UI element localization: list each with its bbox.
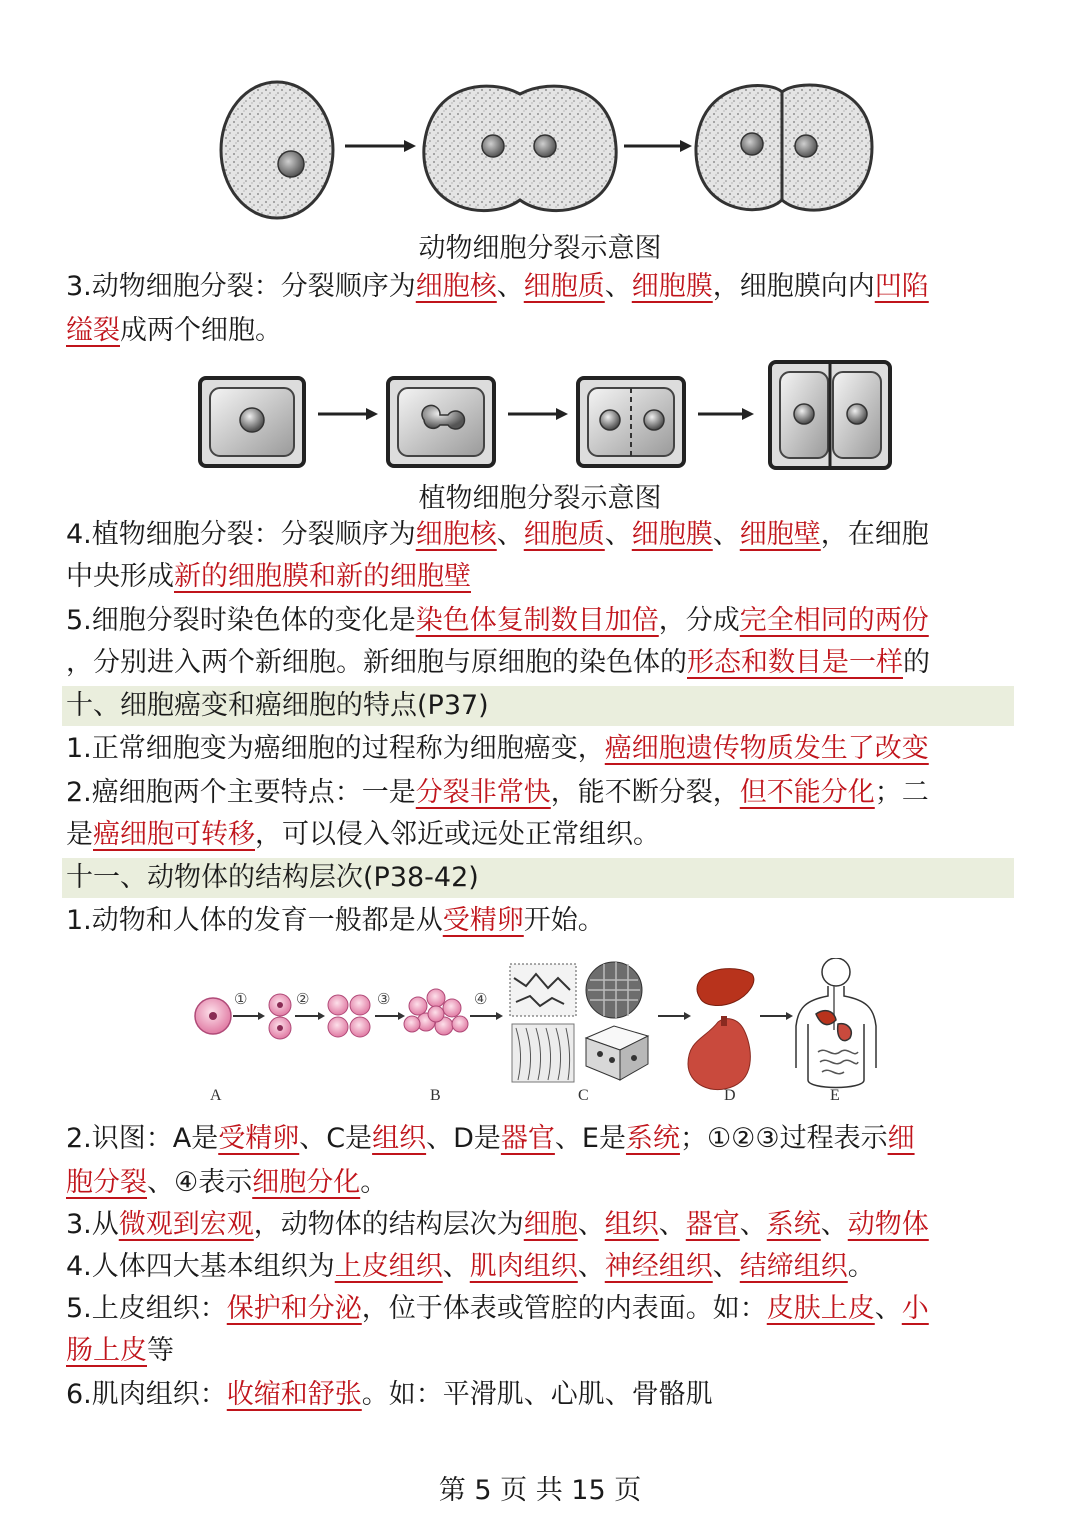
paragraph-cancer-1: 1.正常细胞变为癌细胞的过程称为细胞癌变，癌细胞遗传物质发生了改变 (66, 733, 929, 764)
keyword: 细胞分化 (252, 1167, 361, 1198)
keyword: 癌细胞遗传物质发生了改变 (604, 733, 929, 764)
keyword: 凹陷 (874, 271, 929, 302)
animal-cell-stage-1 (221, 82, 333, 218)
keyword: 分裂非常快 (415, 777, 551, 808)
keyword: 系统 (766, 1209, 821, 1240)
paragraph-development-1: 1.动物和人体的发育一般都是从受精卵开始。 (66, 905, 605, 936)
plant-cell-stage-1 (200, 378, 304, 466)
paragraph-identify-2: 胞分裂、④表示细胞分化。 (66, 1167, 388, 1198)
label-C: C (578, 1087, 589, 1104)
paragraph-identify-1: 2.识图：A是受精卵、C是组织、D是器官、E是系统；①②③过程表示细 (66, 1123, 915, 1154)
keyword: 皮肤上皮 (766, 1293, 875, 1324)
step-label-1: ① (234, 992, 248, 1008)
plant-cell-stage-4 (770, 362, 890, 468)
keyword: 细胞 (523, 1209, 578, 1240)
keyword: 细胞质 (523, 519, 605, 550)
keyword: 但不能分化 (739, 777, 875, 808)
paragraph-animal-division-2: 缢裂成两个细胞。 (66, 315, 282, 346)
arrow-icon (508, 408, 568, 420)
system-E (796, 958, 876, 1088)
arrow-icon (318, 408, 378, 420)
label-D: D (724, 1087, 736, 1104)
paragraph-tissues: 4.人体四大基本组织为上皮组织、肌肉组织、神经组织、结缔组织。 (66, 1251, 875, 1282)
paragraph-epithelial-1: 5.上皮组织：保护和分泌，位于体表或管腔的内表面。如：皮肤上皮、小 (66, 1293, 929, 1324)
arrow-icon (345, 140, 416, 152)
label-E: E (830, 1087, 840, 1104)
organs-D (688, 969, 754, 1090)
keyword: 细 (887, 1123, 915, 1154)
four-cells (328, 995, 370, 1037)
structure-level-figure (0, 958, 1080, 1108)
paragraph-chromosome-2: ，分别进入两个新细胞。新细胞与原细胞的染色体的形态和数目是一样的 (66, 647, 930, 678)
animal-cell-stage-3 (696, 85, 872, 210)
keyword: 染色体复制数目加倍 (415, 605, 659, 636)
paragraph-cancer-2a: 2.癌细胞两个主要特点：一是分裂非常快，能不断分裂，但不能分化；二 (66, 777, 929, 808)
plant-cell-division-figure (0, 358, 1080, 474)
keyword: 结缔组织 (739, 1251, 848, 1282)
section-heading-11: 十一、动物体的结构层次(P38-42) (62, 858, 1014, 898)
keyword: 细胞壁 (739, 519, 821, 550)
keyword: 收缩和舒张 (226, 1379, 362, 1410)
paragraph-levels: 3.从微观到宏观，动物体的结构层次为细胞、组织、器官、系统、动物体 (66, 1209, 929, 1240)
paragraph-epithelial-2: 肠上皮等 (66, 1335, 174, 1366)
keyword: 受精卵 (442, 905, 524, 936)
two-cells (269, 994, 291, 1039)
figure-caption-plant: 植物细胞分裂示意图 (418, 483, 662, 514)
label-B: B (430, 1087, 441, 1104)
animal-cell-division-figure (0, 72, 1080, 222)
plant-cell-stage-3 (578, 378, 684, 466)
keyword: 保护和分泌 (226, 1293, 362, 1324)
keyword: 新的细胞膜和新的细胞壁 (174, 561, 471, 592)
keyword: 组织 (372, 1123, 427, 1154)
keyword: 完全相同的两份 (739, 605, 929, 636)
keyword: 小 (901, 1293, 929, 1324)
keyword: 肌肉组织 (469, 1251, 578, 1282)
animal-cell-stage-2 (424, 86, 616, 210)
paragraph-muscle: 6.肌肉组织：收缩和舒张。如：平滑肌、心肌、骨骼肌 (66, 1379, 713, 1410)
keyword: 细胞核 (415, 519, 497, 550)
keyword: 胞分裂 (66, 1167, 147, 1198)
figure-caption-animal: 动物细胞分裂示意图 (418, 233, 662, 264)
keyword: 细胞膜 (631, 271, 713, 302)
paragraph-animal-division-1: 3.动物细胞分裂：分裂顺序为细胞核、细胞质、细胞膜，细胞膜向内凹陷 (66, 271, 929, 302)
keyword: 系统 (625, 1123, 680, 1154)
cell-cluster-B (404, 989, 468, 1035)
step-label-4: ④ (474, 992, 488, 1008)
arrow-icon (698, 408, 754, 420)
plant-cell-stage-2 (388, 378, 494, 466)
page-number: 第 5 页 共 15 页 (438, 1475, 642, 1506)
step-label-3: ③ (377, 992, 391, 1008)
keyword: 缢裂 (66, 315, 120, 346)
paragraph-cancer-2b: 是癌细胞可转移，可以侵入邻近或远处正常组织。 (66, 819, 660, 850)
tissues-C (510, 962, 648, 1082)
arrow-icon (624, 140, 692, 152)
keyword: 器官 (500, 1123, 555, 1154)
keyword: 上皮组织 (334, 1251, 443, 1282)
keyword: 神经组织 (604, 1251, 713, 1282)
keyword: 微观到宏观 (118, 1209, 254, 1240)
keyword: 动物体 (847, 1209, 929, 1240)
keyword: 组织 (604, 1209, 659, 1240)
label-A: A (210, 1087, 222, 1104)
paragraph-plant-division-1: 4.植物细胞分裂：分裂顺序为细胞核、细胞质、细胞膜、细胞壁，在细胞 (66, 519, 929, 550)
section-heading-10: 十、细胞癌变和癌细胞的特点(P37) (62, 686, 1014, 726)
step-label-2: ② (296, 992, 310, 1008)
keyword: 细胞膜 (631, 519, 713, 550)
zygote (195, 998, 231, 1034)
paragraph-chromosome-1: 5.细胞分裂时染色体的变化是染色体复制数目加倍，分成完全相同的两份 (66, 605, 929, 636)
keyword: 癌细胞可转移 (93, 819, 255, 850)
paragraph-plant-division-2: 中央形成新的细胞膜和新的细胞壁 (66, 561, 471, 592)
keyword: 器官 (685, 1209, 740, 1240)
keyword: 受精卵 (218, 1123, 300, 1154)
keyword: 形态和数目是一样 (687, 647, 903, 678)
keyword: 细胞核 (415, 271, 497, 302)
keyword: 肠上皮 (66, 1335, 147, 1366)
keyword: 细胞质 (523, 271, 605, 302)
